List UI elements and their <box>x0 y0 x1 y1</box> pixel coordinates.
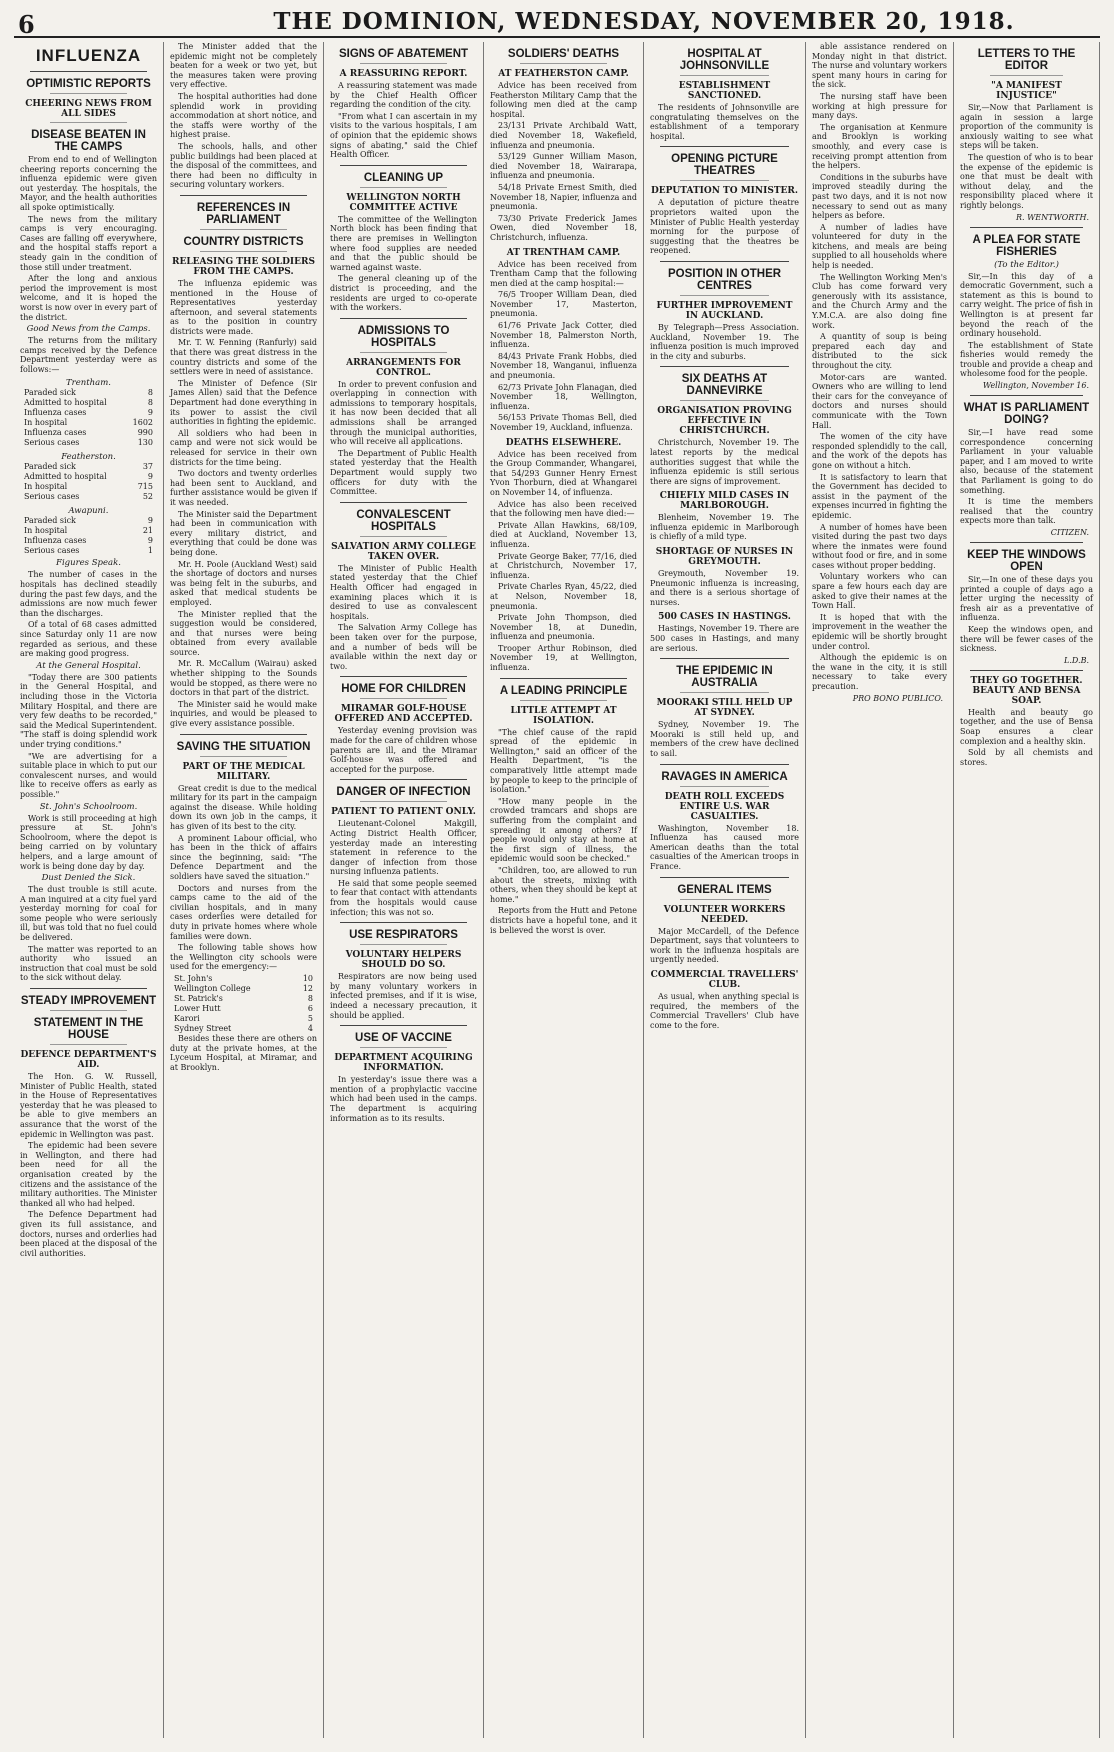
headline-cheering: CHEERING NEWS FROM ALL SIDES <box>25 99 152 119</box>
awapuni-heading: Awapuni. <box>68 506 109 517</box>
headline-australia: THE EPIDEMIC IN AUSTRALIA <box>676 665 773 690</box>
headline-windows: KEEP THE WINDOWS OPEN <box>967 549 1086 573</box>
headline-greymouth: SHORTAGE OF NURSES IN GREYMOUTH. <box>655 547 794 568</box>
headline-manifest: "A MANIFEST INJUSTICE" <box>991 81 1062 101</box>
masthead <box>14 8 1100 38</box>
headline-patient: PATIENT TO PATIENT ONLY. <box>331 807 476 818</box>
stat-row: Paraded sick 9 <box>24 516 153 526</box>
headline-salvation: SALVATION ARMY COLLEGE TAKEN OVER. <box>331 541 476 562</box>
subhead-dust: Dust Denied the Sick. <box>41 873 136 884</box>
stat-row: Paraded sick 8 <box>24 388 153 398</box>
headline-volunteer: VOLUNTEER WORKERS NEEDED. <box>663 904 786 925</box>
headline-admissions: ADMISSIONS TO HOSPITALS <box>357 324 450 349</box>
headline-death-toll: DEATH ROLL EXCEEDS ENTIRE U.S. WAR CASUALTIES. <box>664 791 785 822</box>
headline-america: RAVAGES IN AMERICA <box>661 770 788 783</box>
headline-marlborough: CHIEFLY MILD CASES IN MARLBOROUGH. <box>659 491 790 512</box>
signature-pro-bono: PRO BONO PUBLICO. <box>852 693 943 703</box>
column-4: SOLDIERS' DEATHS AT FEATHERSTON CAMP. Advice has been received from Featherston Military Camp that the following men died at the camp hospital. 23/131 Private Archibald Watt, died November 18, Wakefield, influenza and pneumonia. 53/129 Gunner William Mason, died November 18, Wairarapa, influenza and pneumonia. 54/18 Private Ernest Smith, died November 18, Napier, influenza and pneumonia. 73/30 Private Frederick James Owen, died November 18, Christchurch, influenza. AT TRENTHAM CAMP. Advice has been received from Trentham Camp that the following men died at the camp hospital:— 76/5 Trooper William Dean, died November 17, Masterton, pneumonia. 61/76 Private Jack Cotter, died November 18, Palmerston North, influenza. 84/43 Private Frank Hobbs, died November 18, Wanganui, influenza and pneumonia. 62/73 Private John Flanagan, died November 18, Wellington, influenza. 56/153 Private Thomas Bell, died November 19, Auckland, influenza. DEATHS ELSEWHERE. Advice has been received from the Group Commander, Whangarei, that 54/293 Gunner Henry Ernest Yvon Thorburn, died at Whangarei on November 14, of influenza. Advice has also been received that the following men have died:— Private Allan Hawkins, 68/109, died at Auckland, November 13, influenza. Private George Baker, 77/16, died at Christchurch, November 17, influenza. Private Charles Ryan, 45/22, died at Nelson, November 18, pneumonia. Private John Thompson, died November 18, at Dunedin, influenza and pneumonia. Trooper Arthur Robinson, died November 19, at Wellington, influenza. A LEADING PRINCIPLE LITTLE ATTEMPT AT ISOLATION. "The chief cause of the rapid spread of the epidemic in Wellington," said an officer of the Health Department, "is the comparatively little attempt made by people to keep to the principle of isolation." "How many people in the crowded tramcars and shops are suffering from the complaint and spreading it among others? If people would only stay at home at the first sign of illness, the epidemic would soon be checked." "Children, too, are allowed to run about the streets, mixing with others, when they should be kept at home." Reports from the Hutt and Petone districts have a hopeful tone, and it is believed the worst is over. <box>484 42 644 1738</box>
headline-deaths-elsewhere: DEATHS ELSEWHERE. <box>505 437 622 448</box>
stat-row: Influenza cases 9 <box>24 408 153 418</box>
headline-vaccine: USE OF VACCINE <box>355 1032 452 1045</box>
headline-reassuring: A REASSURING REPORT. <box>339 69 468 79</box>
headline-picture-theatres: OPENING PICTURE THEATRES <box>671 153 778 178</box>
article-text: Sir,—Now that Parliament is again in session a large proportion of the community is anxiously waiting to see what steps will be taken. <box>960 103 1093 151</box>
article-text: A reassuring statement was made by the Chief Health Officer regarding the condition of the city. <box>330 81 477 110</box>
article-text: The Minister added that the epidemic might not be completely beaten for a week or two yet, but the measures taken were proving very effective. <box>170 42 317 90</box>
column-1: INFLUENZA OPTIMISTIC REPORTS CHEERING NEWS FROM ALL SIDES DISEASE BEATEN IN THE CAMPS From end to end of Wellington cheering reports concerning the influenza epidemic were given out yesterday. The hospitals, the Mayor, and the health authorities all spoke optimistically. The news from the military camps is very encouraging. Cases are falling off everywhere, and the hospital staffs report a steady gain in the condition of those still under treatment. After the long and anxious period the improvement is most welcome, and it is hoped the worst is now over in every part of the district. Good News from the Camps. The returns from the military camps received by the Defence Department yesterday were as follows:— Trentham. Paraded sick 8 Admitted to hospital 8 Influenza cases 9 In hospital 1602 Influenza cases 990 Serious cases 130 Featherston. Paraded sick 37 Admitted to hospital 9 In hospital 715 Serious cases 52 Awapuni. Paraded sick 9 In hospital 21 Influenza cases 9 Serious cases 1 Figures Speak. The number of cases in the hospitals has declined steadily during the past few days, and the admissions are now much fewer than the discharges. Of a total of 68 cases admitted since Saturday only 11 are now regarded as serious, and these are making good progress. At the General Hospital. "Today there are 300 patients in the General Hospital, and including those in the Victoria Military Hospital, and there are very few deaths to be recorded," said the Medical Superintendent. "The staff is doing splendid work under trying conditions." "We are advertising for a suitable place in which to put our convalescent nurses, and would like to receive offers as early as possible." St. John's Schoolroom. Work is still proceeding at high pressure at St. John's Schoolroom, where the depot is being carried on by voluntary helpers, and a large amount of work is being done day by day. Dust Denied the Sick. The dust trouble is still acute. A man inquired at a city fuel yard yesterday morning for coal for some people who were seriously ill, but was told that no fuel could be delivered. The matter was reported to an authority who issued an instruction that coal must be sold to the sick without delay. STEADY IMPROVEMENT STATEMENT IN THE HOUSE DEFENCE DEPARTMENT'S AID. The Hon. G. W. Russell, Minister of Public Health, stated in the House of Representatives yesterday that he was pleased to be able to give members an assurance that the worst of the epidemic in Wellington was past. The epidemic had been severe in Wellington, and there had been need for all the organisation created by the citizens and the assistance of the military authorities. The Minister thanked all who had helped. The Defence Department had given its full assistance, and doctors, nurses and orderlies had been placed at the disposal of the civil authorities. <box>14 42 164 1738</box>
subhead-figures: Figures Speak. <box>56 558 121 569</box>
column-3: SIGNS OF ABATEMENT A REASSURING REPORT. A reassuring statement was made by the Chief Health Officer regarding the condition of the city. "From what I can ascertain in my visits to the various hospitals, I am of opinion that the epidemic shows signs of abating," said the Chief Health Officer. CLEANING UP WELLINGTON NORTH COMMITTEE ACTIVE The committee of the Wellington North block has been finding that there are premises in Wellington where food supplies are needed and that the public should be warned against waste. The general cleaning up of the district is proceeding, and the residents are urged to co-operate with the workers. ADMISSIONS TO HOSPITALS ARRANGEMENTS FOR CONTROL. In order to prevent confusion and overlapping in connection with admissions to temporary hospitals, it has now been decided that all admissions shall be arranged through the municipal authorities, who will receive all applications. The Department of Public Health stated yesterday that the Health Department would supply two officers for duty with the Committee. CONVALESCENT HOSPITALS SALVATION ARMY COLLEGE TAKEN OVER. The Minister of Public Health stated yesterday that the Chief Health Officer had engaged in examining places which it is desired to use as convalescent hospitals. The Salvation Army College has been taken over for the purpose, and a number of beds will be available within the next day or two. HOME FOR CHILDREN MIRAMAR GOLF-HOUSE OFFERED AND ACCEPTED. Yesterday evening provision was made for the care of children whose parents are ill, and the Miramar Golf-house was offered and accepted for the purpose. DANGER OF INFECTION PATIENT TO PATIENT ONLY. Lieutenant-Colonel Makgill, Acting District Health Officer, yesterday made an interesting statement in reference to the danger of infection from those nursing influenza patients. He said that some people seemed to fear that contact with attendants from the hospitals would cause infection; this was not so. USE RESPIRATORS VOLUNTARY HELPERS SHOULD DO SO. Respirators are now being used by many voluntary workers in infected premises, and if it is wise, indeed a necessary precaution, it should be applied. USE OF VACCINE DEPARTMENT ACQUIRING INFORMATION. In yesterday's issue there was a mention of a prophylactic vaccine which had been used in the camps. The department is acquiring information as to its results. <box>324 42 484 1738</box>
headline-christchurch: ORGANISATION PROVING EFFECTIVE IN CHRISTCHURCH. <box>657 406 792 437</box>
signature-citizen: CITIZEN. <box>1050 528 1089 537</box>
article-text: The Minister of Defence (Sir James Allen) said that the Defence Department had done everything in its power to assist the civil authorities in fighting the epidemic. <box>170 378 317 427</box>
headline-miramar: MIRAMAR GOLF-HOUSE OFFERED AND ACCEPTED. <box>334 704 473 725</box>
headline-letters: LETTERS TO THE EDITOR <box>977 48 1076 72</box>
trentham-stats <box>20 388 157 448</box>
headline-children: HOME FOR CHILDREN <box>341 683 466 696</box>
subhead-st-johns: St. John's Schoolroom. <box>39 801 138 812</box>
headline-releasing: RELEASING THE SOLDIERS FROM THE CAMPS. <box>172 256 315 277</box>
headline-trentham-camp: AT TRENTHAM CAMP. <box>506 247 621 258</box>
headline-travellers: COMMERCIAL TRAVELLERS' CLUB. <box>650 969 799 990</box>
article-lead: From end to end of Wellington cheering reports concerning the influenza epidemic were given out yesterday. The hospitals, the Mayor, and the health authorities all spoke optimistically. <box>20 155 157 212</box>
headline-cleaning: CLEANING UP <box>363 171 444 184</box>
stat-row: Influenza cases 9 <box>24 536 153 546</box>
column-2: The Minister added that the epidemic might not be completely beaten for a week or two yet, but the measures taken were proving very effective. The hospital authorities had done splendid work in providing accommodation at short notice, and the staffs were worthy of the highest praise. The schools, halls, and other public buildings had been placed at the disposal of the committees, and there had been no difficulty in securing voluntary workers. REFERENCES IN PARLIAMENT COUNTRY DISTRICTS RELEASING THE SOLDIERS FROM THE CAMPS. The influenza epidemic was mentioned in the House of Representatives yesterday afternoon, and several statements as to the position in country districts were made. Mr. T. W. Fenning (Ranfurly) said that there was great distress in the country districts and some of the settlers were in need of assistance. The Minister of Defence (Sir James Allen) said that the Defence Department had done everything in its power to assist the civil authorities in fighting the epidemic. All soldiers who had been in camp and were not sick would be released for service in their own districts for the time being. Two doctors and twenty orderlies had been sent to Auckland, and further assistance would be given if it was needed. The Minister said the Department had been in communication with every military district, and everything that could be done was being done. Mr. H. Poole (Auckland West) said the shortage of doctors and nurses was being felt in the suburbs, and asked that medical students be employed. The Minister replied that the suggestion would be considered, and that nurses were being obtained from every available source. Mr. R. McCallum (Wairau) asked whether shipping to the Sounds would be stopped, as there were no doctors in that part of the district. The Minister said he would make inquiries, and would be pleased to give every assistance possible. SAVING THE SITUATION PART OF THE MEDICAL MILITARY. Great credit is due to the medical military for its part in the campaign against the disease. While holding down its own job in the camps, it has given of its best to the city. A prominent Labour official, who has been in the thick of affairs since the beginning, said: "The Defence Department and the soldiers have saved the situation." Doctors and nurses from the camps came to the aid of the civilian hospitals, and in many cases orderlies were detailed for duty in private homes where whole families were down. The following table shows how the Wellington city schools were used for the emergency:— St. John's 10 Wellington College 12 St. Patrick's 8 Lower Hutt 6 Karori 5 Sydney Street 4 Besides these there are others on duty at the private homes, at the Lyceum Hospital, at Miramar, and at Brooklyn. <box>164 42 324 1738</box>
column-6: able assistance rendered on Monday night in that district. The nurse and voluntary workers spent many hours in caring for the sick. The nursing staff have been working at high pressure for many days. The organisation at Kenmure and Brooklyn is working smoothly, and every case is receiving prompt attention from the helpers. Conditions in the suburbs have improved steadily during the past two days, and it is not now necessary to send out as many helpers as before. A number of ladies have volunteered for duty in the kitchens, and meals are being supplied to all households where help is needed. The Wellington Working Men's Club has come forward very generously with its assistance, and the Church Army and the Y.M.C.A. are also doing fine work. A quantity of soup is being prepared each day and distributed to the sick throughout the city. Motor-cars are wanted. Owners who are willing to lend their cars for the conveyance of doctors and nurses should communicate with the Town Hall. The women of the city have responded splendidly to the call, and the work of the depots has gone on without a hitch. It is satisfactory to learn that the Government has decided to assist in the payment of the expenses incurred in fighting the epidemic. A number of homes have been visited during the past two days where the inmates were found without food or fire, and in some cases without proper bedding. Voluntary workers who can spare a few hours each day are asked to give their names at the Town Hall. It is hoped that with the improvement in the weather the epidemic will be shortly brought under control. Although the epidemic is on the wane in the city, it is still necessary to take every precaution. PRO BONO PUBLICO. <box>806 42 954 1738</box>
stat-row: Admitted to hospital 8 <box>24 398 153 408</box>
headline-leading: A LEADING PRINCIPLE <box>499 684 628 697</box>
stat-row: Influenza cases 990 <box>24 428 153 438</box>
page-number: 6 <box>18 10 35 39</box>
headline-steady: STEADY IMPROVEMENT <box>20 995 157 1008</box>
awapuni-stats <box>20 516 157 556</box>
headline-voluntary: VOLUNTARY HELPERS SHOULD DO SO. <box>345 950 462 971</box>
headline-general-items: GENERAL ITEMS <box>677 883 772 896</box>
headline-together: THEY GO TOGETHER. BEAUTY AND BENSA SOAP. <box>970 675 1083 706</box>
to-the-editor: (To the Editor.) <box>994 259 1059 270</box>
trentham-heading: Trentham. <box>66 378 111 389</box>
headline-other-centres: POSITION IN OTHER CENTRES <box>667 267 782 292</box>
stat-row: Serious cases 1 <box>24 546 153 556</box>
headline-johnsonville: HOSPITAL AT JOHNSONVILLE <box>679 48 770 72</box>
article-text: Advice has been received from Featherston Military Camp that the following men died at the camp hospital. <box>490 81 637 119</box>
featherston-heading: Featherston. <box>61 452 116 463</box>
headline-isolation: LITTLE ATTEMPT AT ISOLATION. <box>510 705 617 726</box>
article-text: The residents of Johnsonville are congratulating themselves on the establishment of a temporary hospital. <box>650 103 799 141</box>
newspaper-title: THE DOMINION, WEDNESDAY, NOVEMBER 20, 1918. <box>273 8 1015 35</box>
headline-respirators: USE RESPIRATORS <box>349 929 458 942</box>
headline-influenza: INFLUENZA <box>35 46 142 65</box>
signature-ldb: L.D.B. <box>1064 655 1089 665</box>
subhead-general-hospital: At the General Hospital. <box>36 660 141 671</box>
featherston-stats <box>20 462 157 502</box>
headline-auckland: FURTHER IMPROVEMENT IN AUCKLAND. <box>656 300 793 321</box>
place-date: Wellington, November 16. <box>982 381 1089 391</box>
headline-statement: STATEMENT IN THE HOUSE <box>33 1017 144 1042</box>
headline-featherston-camp: AT FEATHERSTON CAMP. <box>498 69 629 79</box>
headline-state-fisheries: A PLEA FOR STATE FISHERIES <box>972 233 1081 258</box>
headline-arrangements: ARRANGEMENTS FOR CONTROL. <box>346 357 461 378</box>
stat-row: In hospital 21 <box>24 526 153 536</box>
headline-country: COUNTRY DISTRICTS <box>183 235 304 248</box>
article-text: The nursing staff have been working at high pressure for many days. <box>812 91 947 121</box>
headline-signs: SIGNS OF ABATEMENT <box>338 48 469 60</box>
column-5: HOSPITAL AT JOHNSONVILLE ESTABLISHMENT SANCTIONED. The residents of Johnsonville are congratulating themselves on the establishment of a temporary hospital. OPENING PICTURE THEATRES DEPUTATION TO MINISTER. A deputation of picture theatre proprietors waited upon the Minister of Public Health yesterday morning for the purpose of suggesting that the theatres be reopened. POSITION IN OTHER CENTRES FURTHER IMPROVEMENT IN AUCKLAND. By Telegraph—Press Association. Auckland, November 19. The influenza position is much improved in the city and suburbs. SIX DEATHS AT DANNEVIRKE ORGANISATION PROVING EFFECTIVE IN CHRISTCHURCH. Christchurch, November 19. The latest reports by the medical authorities suggest that while the influenza epidemic is still serious there are signs of improvement. CHIEFLY MILD CASES IN MARLBOROUGH. Blenheim, November 19. The influenza epidemic in Marlborough is chiefly of a mild type. SHORTAGE OF NURSES IN GREYMOUTH. Greymouth, November 19. Pneumonic influenza is increasing, and there is a serious shortage of nurses. 500 CASES IN HASTINGS. Hastings, November 19. There are 500 cases in Hastings, and many are serious. THE EPIDEMIC IN AUSTRALIA MOORAKI STILL HELD UP AT SYDNEY. Sydney, November 19. The Mooraki is still held up, and members of the crew have declined to sail. RAVAGES IN AMERICA DEATH ROLL EXCEEDS ENTIRE U.S. WAR CASUALTIES. Washington, November 18. Influenza has caused more American deaths than the total casualties of the American troops in France. GENERAL ITEMS VOLUNTEER WORKERS NEEDED. Major McCardell, of the Defence Department, says that volunteers to work in the influenza hospitals are urgently needed. COMMERCIAL TRAVELLERS' CLUB. As usual, when anything special is required, the members of the Commercial Travellers' Club have come to the fore. <box>644 42 806 1738</box>
stat-row: Serious cases 52 <box>24 492 153 502</box>
headline-danger: DANGER OF INFECTION <box>336 786 471 799</box>
headline-disease-beaten: DISEASE BEATEN IN THE CAMPS <box>31 129 146 153</box>
stat-row: In hospital 715 <box>24 482 153 492</box>
headline-defence-aid: DEFENCE DEPARTMENT'S AID. <box>20 1050 157 1071</box>
headline-department: DEPARTMENT ACQUIRING INFORMATION. <box>334 1053 473 1074</box>
headline-parliament: WHAT IS PARLIAMENT DOING? <box>963 402 1090 427</box>
headline-sanctioned: ESTABLISHMENT SANCTIONED. <box>678 81 771 101</box>
subhead-good-news: Good News from the Camps. <box>26 324 151 335</box>
stat-row: Admitted to hospital 9 <box>24 472 153 482</box>
headline-soldiers-deaths: SOLDIERS' DEATHS <box>507 48 620 60</box>
headline-part-medical: PART OF THE MEDICAL MILITARY. <box>182 761 305 782</box>
stat-row: Paraded sick 37 <box>24 462 153 472</box>
headline-convalescent: CONVALESCENT HOSPITALS <box>356 508 451 533</box>
column-7: LETTERS TO THE EDITOR "A MANIFEST INJUSTICE" Sir,—Now that Parliament is again in session a large proportion of the community is anxiously waiting to see what steps will be taken. The question of who is to bear the expense of the epidemic is one that must be dealt with without delay, and the responsibility placed where it rightly belongs. R. WENTWORTH. A PLEA FOR STATE FISHERIES (To the Editor.) Sir,—In this day of a democratic Government, such a statement as this is bound to carry weight. The price of fish in Wellington is at present far beyond the reach of the ordinary household. The establishment of State fisheries would remedy the trouble and provide a cheap and wholesome food for the people. Wellington, November 16. WHAT IS PARLIAMENT DOING? Sir,—I have read some correspondence concerning Parliament in your valuable paper, and I am moved to write also, because of the statement that Parliament is going to do something. It is time the members realised that the country expects more than talk. CITIZEN. KEEP THE WINDOWS OPEN Sir,—In one of these days you printed a couple of days ago a letter urging the necessity of fresh air as a preventative of influenza. Keep the windows open, and there will be fewer cases of the sickness. L.D.B. THEY GO TOGETHER. BEAUTY AND BENSA SOAP. Health and beauty go together, and the use of Bensa Soap ensures a clear complexion and a healthy skin. Sold by all chemists and stores. <box>954 42 1100 1738</box>
headline-moorak: MOORAKI STILL HELD UP AT SYDNEY. <box>656 698 793 719</box>
headline-saving: SAVING THE SITUATION <box>176 740 311 753</box>
headline-references: REFERENCES IN PARLIAMENT <box>196 201 291 226</box>
signature-wentworth: R. WENTWORTH. <box>1015 212 1089 222</box>
headline-dannevirke: SIX DEATHS AT DANNEVIRKE <box>681 373 768 398</box>
headline-optimistic: OPTIMISTIC REPORTS <box>26 78 151 90</box>
stat-row: In hospital 1602 <box>24 418 153 428</box>
headline-deputation: DEPUTATION TO MINISTER. <box>650 186 799 197</box>
headline-hastings: 500 CASES IN HASTINGS. <box>658 612 791 623</box>
headline-north-committee: WELLINGTON NORTH COMMITTEE ACTIVE <box>346 192 461 213</box>
stat-row: Serious cases 130 <box>24 438 153 448</box>
